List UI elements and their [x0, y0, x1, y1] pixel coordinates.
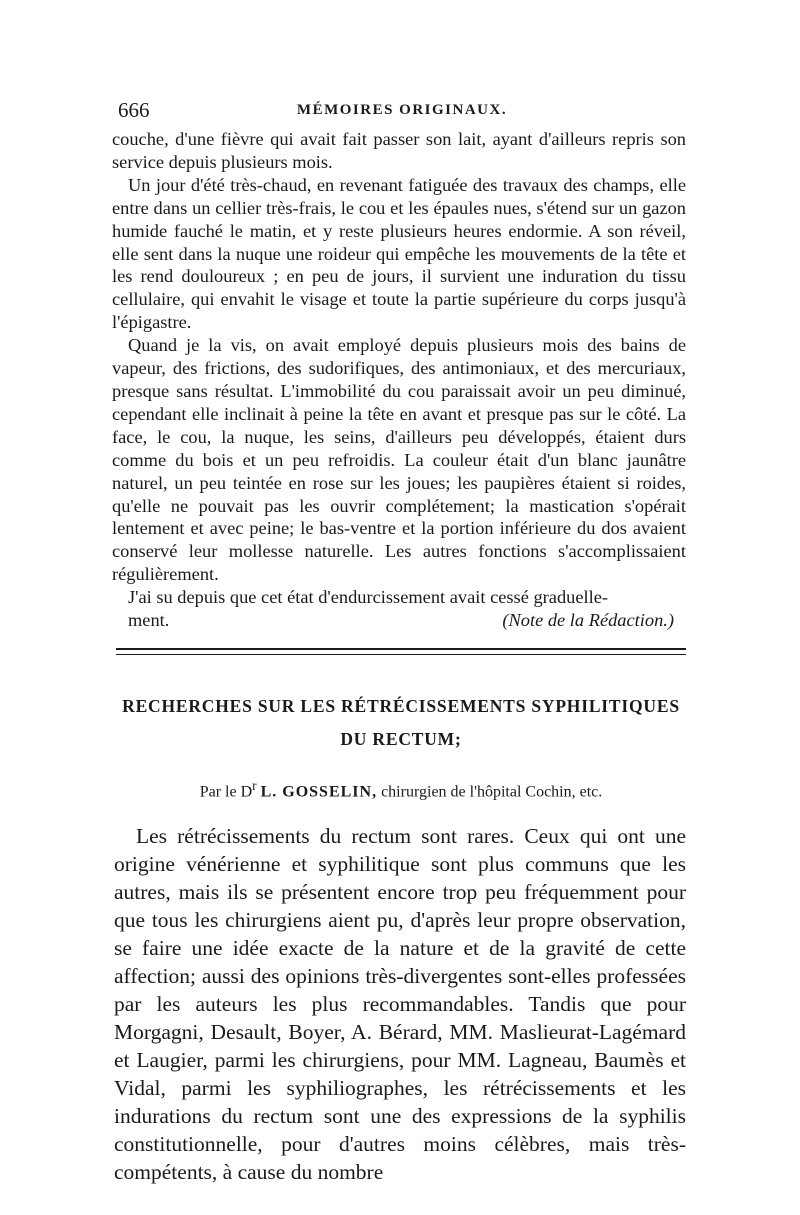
note-signature-line [112, 609, 686, 632]
byline-prefix: Par le D [199, 783, 253, 801]
running-title: MÉMOIRES ORIGINAUX. [296, 102, 508, 118]
article-paragraph: Les rétrécissements du rectum sont rares. Ceux qui ont une origine vénérienne et syphilitique sont plus communs que les autres, mais ils se présentent encore trop peu fréquemment pour que tous les chirurgiens aient pu, d'après leur propre observation, se faire une idée exacte de la nature et de la gravité de cette affection; aussi des opinions très-divergentes sont-elles professées par les auteurs les plus recommandables. Tandis que pour Morgagni, Desault, Boyer, A. Bérard, MM. Maslieurat-Lagémard et Laugier, parmi les chirurgiens, pour MM. Lagneau, Baumès et Vidal, parmi les syphiliographes, les rétrécissements et les indurations du rectum sont une des expressions de la syphilis constitutionnelle, pour d'autres moins célèbres, mais très-compétents, à cause du nombre [114, 824, 686, 1184]
page-header [118, 98, 686, 124]
divider-thick-line [116, 648, 686, 650]
page-number: 666 [118, 98, 150, 122]
byline-author: L. GOSSELIN, [260, 783, 378, 801]
article-title [116, 690, 686, 756]
note-paragraph: couche, d'une fièvre qui avait fait passer son lait, ayant d'ailleurs repris son service depuis plusieurs mois. [112, 129, 686, 172]
note-paragraph: Un jour d'été très-chaud, en revenant fatiguée des travaux des champs, elle entre dans un cellier très-frais, le cou et les épaules nues, s'étend sur un gazon humide fauché le matin, et y reste plusieurs heures endormie. A son réveil, elle sent dans la nuque une roideur qui empêche les mouvements de la tête et les rend douloureux ; en peu de jours, il survient une induration du tissu cellulaire, qui envahit le visage et toute la partie supérieure du corps jusqu'à l'épigastre. [112, 174, 686, 333]
byline-superscript: r [252, 778, 257, 793]
editorial-note [112, 128, 686, 632]
divider-thin-line [116, 654, 686, 655]
article-title-line-2: DU RECTUM; [340, 729, 462, 749]
article-body [114, 822, 686, 1186]
byline-affiliation: chirurgien de l'hôpital Cochin, etc. [381, 783, 603, 801]
note-paragraph: J'ai su depuis que cet état d'endurcissement avait cessé graduelle- [128, 587, 609, 608]
note-credit: (Note de la Rédaction.) [502, 610, 674, 631]
note-last-word: ment. [128, 610, 170, 631]
article-title-line-1: RECHERCHES SUR LES RÉTRÉCISSEMENTS SYPHILITIQUES [122, 696, 680, 716]
section-divider [116, 648, 686, 660]
note-paragraph: Quand je la vis, on avait employé depuis plusieurs mois des bains de vapeur, des frictions, des sudorifiques, des antimoniaux, et des mercuriaux, presque sans résultat. L'immobilité du cou paraissait avoir un peu diminué, cependant elle inclinait à peine la tête en avant et presque pas sur le côté. La face, le cou, la nuque, les seins, d'ailleurs peu développés, étaient durs comme du bois et un peu refroidis. La couleur était d'un blanc jaunâtre naturel, un peu teintée en rose sur les joues; les paupières étaient si roides, qu'elle ne pouvait pas les ouvrir complétement; la mastication s'opérait lentement et avec peine; le bas-ventre et la portion inférieure du dos avaient conservé leur mollesse naturelle. Les autres fonctions s'accomplissaient régulièrement. [112, 335, 686, 585]
article-byline [116, 778, 686, 801]
